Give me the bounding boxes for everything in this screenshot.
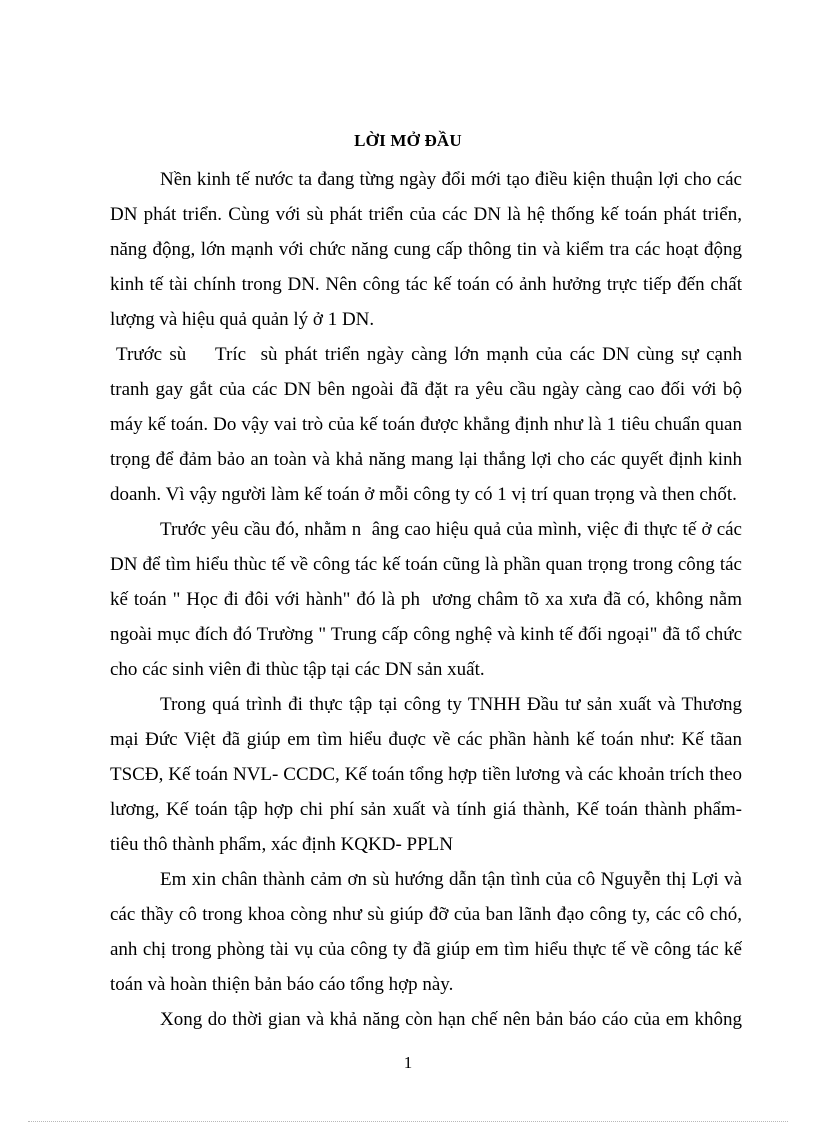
text-line: năng động, lớn mạnh với chức năng cung cấp thông tin và kiểm tra các hoạt động: [110, 239, 742, 260]
text-line: doanh. Vì vậy người làm kế toán ở mỗi công ty có 1 vị trí quan trọng và then chốt.: [110, 484, 737, 505]
text-line: DN phát triển. Cùng với sù phát triển của các DN là hệ thống kế toán phát triển,: [110, 204, 742, 225]
page-title: LỜI MỞ ĐẦU: [354, 131, 462, 150]
text-line: Trước yêu cầu đó, nhằm n âng cao hiệu quả của mình, việc đi thực tế ở các: [160, 519, 742, 540]
text-line: lượng và hiệu quả quản lý ở 1 DN.: [110, 309, 375, 330]
text-line: Trước sù Tríc sù phát triển ngày càng lớn mạnh của các DN cùng sự cạnh: [116, 344, 742, 365]
text-line: Xong do thời gian và khả năng còn hạn chế nên bản báo cáo của em không: [160, 1009, 742, 1030]
text-line: tranh gay gắt của các DN bên ngoài đã đặt ra yêu cầu ngày càng cao đối với bộ: [110, 379, 742, 400]
text-line: Em xin chân thành cảm ơn sù hướng dẫn tận tình của cô Nguyễn thị Lợi và: [160, 869, 742, 890]
page-number: 1: [403, 1053, 413, 1072]
text-line: Nền kinh tế nước ta đang từng ngày đổi mới tạo điều kiện thuận lợi cho các: [160, 169, 742, 190]
text-line: cho các sinh viên đi thùc tập tại các DN sản xuất.: [110, 659, 485, 680]
text-line: anh chị trong phòng tài vụ của công ty đã giúp em tìm hiểu thực tế về công tác kế: [110, 939, 742, 960]
text-line: kinh tế tài chính trong DN. Nên công tác kế toán có ảnh hưởng trực tiếp đến chất: [110, 274, 742, 295]
text-line: Trong quá trình đi thực tập tại công ty TNHH Đầu tư sản xuất và Thương: [160, 694, 742, 715]
paragraph: [110, 512, 742, 687]
text-line: các thầy cô trong khoa còng như sù giúp đỡ của ban lãnh đạo công ty, các cô chó,: [110, 904, 742, 925]
paragraph: [110, 1002, 742, 1037]
text-line: TSCĐ, Kế toán NVL- CCDC, Kế toán tổng hợp tiền lương và các khoản trích theo: [110, 764, 742, 785]
body-text: [110, 162, 742, 1037]
text-line: tiêu thô thành phẩm, xác định KQKD- PPLN: [110, 834, 454, 855]
text-line: ngoài mục đích đó Trường " Trung cấp công nghệ và kinh tế đối ngoại" đã tổ chức: [110, 624, 742, 645]
paragraph: [110, 337, 742, 512]
text-line: máy kế toán. Do vậy vai trò của kế toán được khẳng định như là 1 tiêu chuẩn quan: [110, 414, 742, 435]
paragraph: [110, 687, 742, 862]
paragraph: [110, 862, 742, 1002]
text-line: lương, Kế toán tập hợp chi phí sản xuất và tính giá thành, Kế toán thành phẩm-: [110, 799, 742, 820]
paragraph: [110, 162, 742, 337]
text-line: kế toán " Học đi đôi với hành" đó là ph ương châm tõ xa xưa đã có, không nằm: [110, 589, 742, 610]
text-line: DN để tìm hiểu thùc tế về công tác kế toán cũng là phần quan trọng trong công tác: [110, 554, 742, 575]
page-bottom-divider: [28, 1121, 788, 1122]
text-line: trọng để đảm bảo an toàn và khả năng mang lại thắng lợi cho các quyết định kinh: [110, 449, 742, 470]
text-line: toán và hoàn thiện bản báo cáo tổng hợp này.: [110, 974, 454, 995]
text-line: mại Đức Việt đã giúp em tìm hiểu đuợc về các phần hành kế toán như: Kế tãan: [110, 729, 742, 750]
